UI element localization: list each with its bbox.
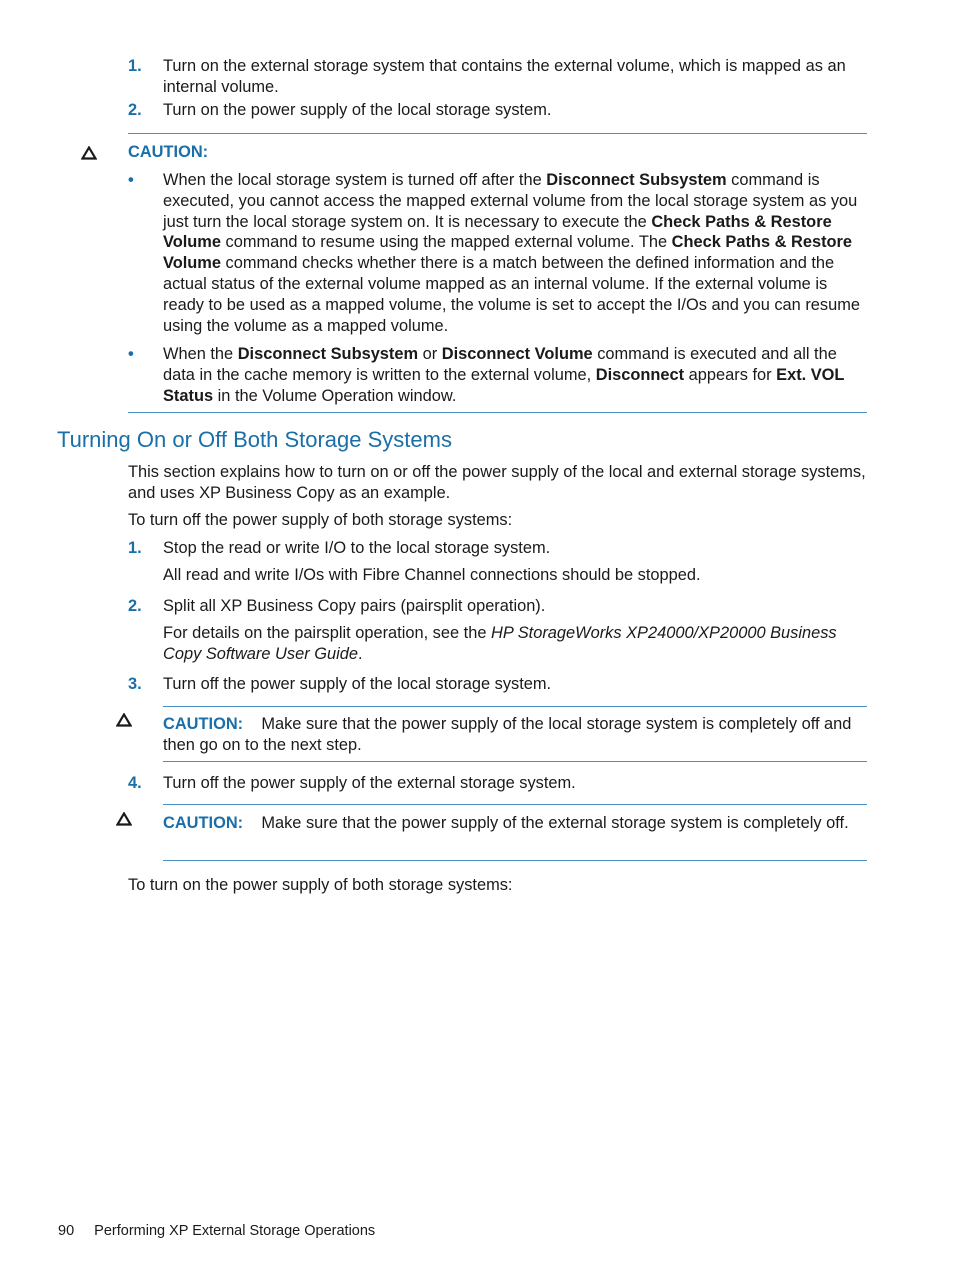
step-number: 1. xyxy=(128,539,142,557)
section-intro: This section explains how to turn on or off the power supply of the local and external storage systems, and uses XP Business Copy as an example. xyxy=(128,463,866,502)
step-text: Split all XP Business Copy pairs (pairsplit operation). xyxy=(163,597,546,615)
step-text: Stop the read or write I/O to the local storage system. xyxy=(163,539,551,557)
caution-label: CAUTION: xyxy=(128,143,209,161)
caution-label: CAUTION: xyxy=(163,715,244,733)
caution-label: CAUTION: xyxy=(163,814,244,832)
section-heading: Turning On or Off Both Storage Systems xyxy=(57,427,452,452)
step-text: Turn off the power supply of the external storage system. xyxy=(163,774,576,792)
caution-bullet-2 xyxy=(128,344,868,406)
bullet-icon: • xyxy=(128,171,134,189)
caution-text: Make sure that the power supply of the local storage system is completely off and then go on to the next step. xyxy=(163,715,852,754)
bullet-text: When the local storage system is turned off after the Disconnect Subsystem command is executed, you cannot access the mapped external volume from the local storage system as you just turn the local storage system on. It is necessary to execute the Check Paths & Restore Volume command to resume using the mapped external volume. The Check Paths & Restore Volume command checks whether there is a match between the defined information and the actual status of the external volume mapped as an internal volume. If the external volume is ready to be used as a mapped volume, the volume is set to accept the I/Os and you can resume using the volume as a mapped volume. xyxy=(163,171,860,335)
caution-triangle-icon xyxy=(116,713,132,727)
caution-triangle-icon xyxy=(81,146,97,160)
step-3 xyxy=(128,674,868,695)
turn-on-lead: To turn on the power supply of both storage systems: xyxy=(128,876,513,894)
step-number: 2. xyxy=(128,597,142,615)
footer-title: Performing XP External Storage Operations xyxy=(94,1223,376,1239)
step-text: Turn off the power supply of the local storage system. xyxy=(163,675,552,693)
step-text: Turn on the power supply of the local storage system. xyxy=(163,101,552,119)
step-number: 1. xyxy=(128,57,142,75)
caution-text: Make sure that the power supply of the external storage system is completely off. xyxy=(261,814,849,832)
page-footer xyxy=(58,1222,375,1240)
step-4 xyxy=(128,773,868,794)
guide-title: HP StorageWorks XP24000/XP20000 Business Copy Software User Guide xyxy=(163,624,837,663)
bullet-text: When the Disconnect Subsystem or Disconnect Volume command is executed and all the data in the cache memory is written to the external volume, Disconnect appears for Ext. VOL Status in the Volume Operation window. xyxy=(163,345,845,405)
step-2 xyxy=(128,596,868,617)
caution-bullet-1 xyxy=(128,170,868,336)
divider xyxy=(163,706,867,707)
step-1-note: All read and write I/Os with Fibre Channel connections should be stopped. xyxy=(163,566,701,584)
turn-off-lead: To turn off the power supply of both storage systems: xyxy=(128,511,513,529)
caution-triangle-icon xyxy=(116,812,132,826)
bullet-icon: • xyxy=(128,345,134,363)
top-step-2 xyxy=(128,100,868,121)
divider xyxy=(163,761,867,762)
step-text: Turn on the external storage system that contains the external volume, which is mapped as an internal volume. xyxy=(163,57,846,96)
step-1 xyxy=(128,538,868,559)
divider xyxy=(128,133,867,134)
step-number: 3. xyxy=(128,675,142,693)
step-2-note: For details on the pairsplit operation, see the HP StorageWorks XP24000/XP20000 Business Copy Software User Guide. xyxy=(163,624,837,663)
page-number: 90 xyxy=(58,1223,75,1239)
top-step-1 xyxy=(128,56,868,98)
divider xyxy=(128,412,867,413)
divider xyxy=(163,804,867,805)
caution-3 xyxy=(163,813,863,834)
step-number: 4. xyxy=(128,774,142,792)
divider xyxy=(163,860,867,861)
caution-2 xyxy=(163,714,863,756)
step-number: 2. xyxy=(128,101,142,119)
